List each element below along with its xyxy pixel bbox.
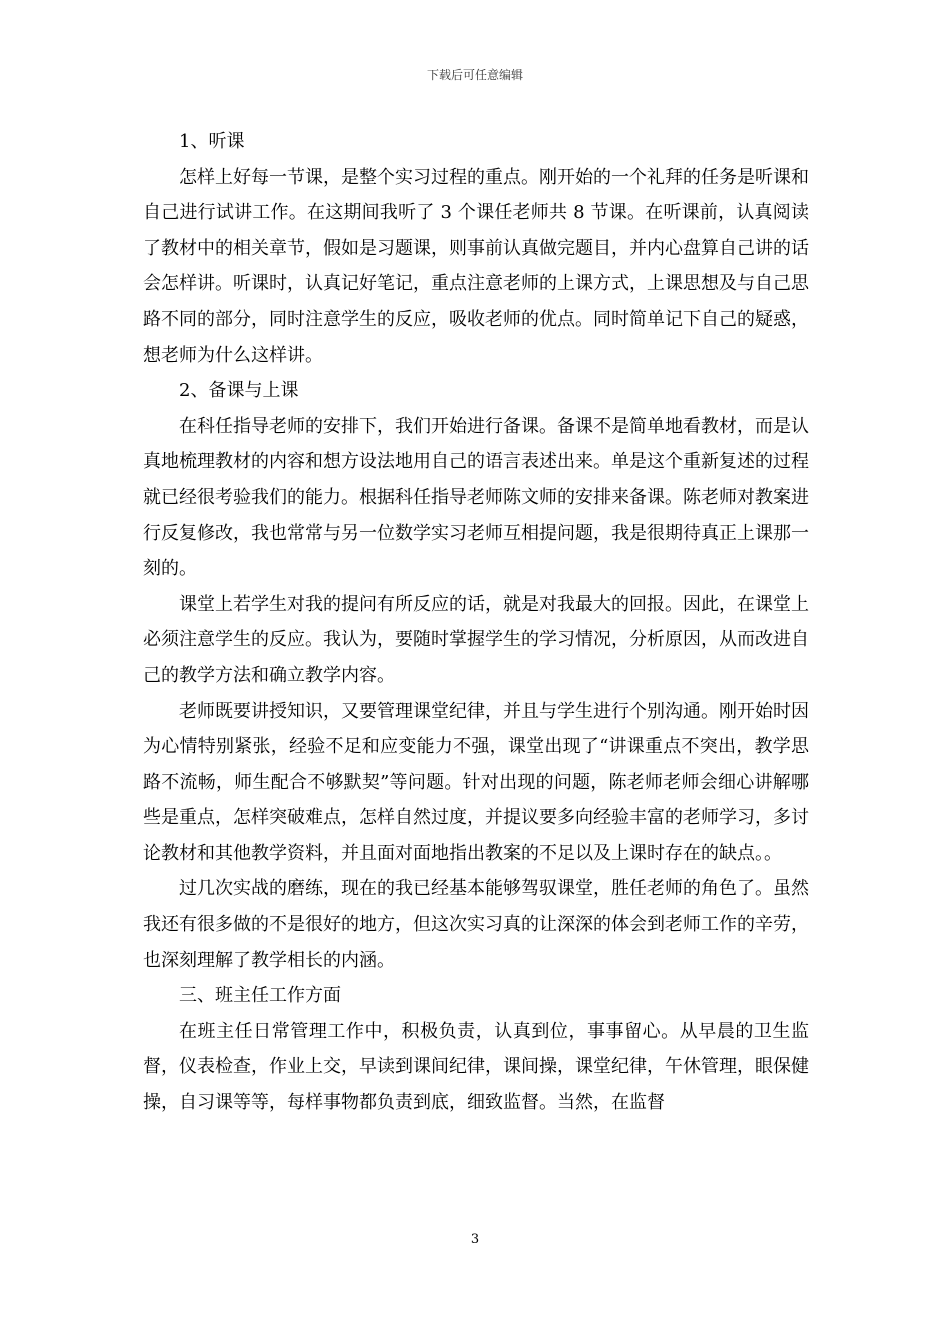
- paragraph-preparation: 在科任指导老师的安排下，我们开始进行备课。备课不是简单地看教材，而是认真地梳理教材的内容和想方设法地用自己的语言表述出来。单是这个重新复述的过程就已经很考验我们的能力。根据科任指导老师陈文师的安排来备课。陈老师对教案进行反复修改，我也常常与另一位数学实习老师互相提问题，我是很期待真正上课那一刻的。: [143, 415, 809, 580]
- heading-preparation: 2、备课与上课: [179, 380, 299, 402]
- paragraph-listening: 怎样上好每一节课，是整个实习过程的重点。刚开始的一个礼拜的任务是听课和自己进行试讲工作。在这期间我听了 3 个课任老师共 8 节课。在听课前，认真阅读了教材中的相关章节，假如是习题课，则事前认真做完题目，并内心盘算自己讲的话会怎样讲。听课时，认真记好笔记，重点注意老师的上课方式，上课思想及与自己思路不同的部分，同时注意学生的反应，吸收老师的优点。同时简单记下自己的疑惑，想老师为什么这样讲。: [143, 166, 809, 366]
- paragraph-classroom-response: 课堂上若学生对我的提问有所反应的话，就是对我最大的回报。因此，在课堂上必须注意学生的反应。我认为，要随时掌握学生的学习情况，分析原因，从而改进自己的教学方法和确立教学内容。: [143, 593, 809, 686]
- heading-head-teacher: 三、班主任工作方面: [179, 985, 341, 1007]
- paragraph-teaching-challenges: 老师既要讲授知识，又要管理课堂纪律，并且与学生进行个别沟通。刚开始时因为心情特别紧张，经验不足和应变能力不强，课堂出现了“讲课重点不突出，教学思路不流畅，师生配合不够默契”等问题。针对出现的问题，陈老师老师会细心讲解哪些是重点，怎样突破难点，怎样自然过度，并提议要多向经验丰富的老师学习，多讨论教材和其他教学资料，并且面对面地指出教案的不足以及上课时存在的缺点。。: [143, 700, 809, 864]
- paragraph-growth: 过几次实战的磨练，现在的我已经基本能够驾驭课堂，胜任老师的角色了。虽然我还有很多做的不是很好的地方，但这次实习真的让深深的体会到老师工作的辛劳，也深刻理解了教学相长的内涵。: [143, 878, 809, 971]
- page-number: 3: [470, 1232, 480, 1247]
- document-body: [143, 124, 809, 1121]
- paragraph-head-teacher: 在班主任日常管理工作中，积极负责，认真到位，事事留心。从早晨的卫生监督，仪表检查，作业上交，早读到课间纪律，课间操，课堂纪律，午休管理，眼保健操，自习课等等，每样事物都负责到底，细致监督。当然，在监督: [143, 1020, 809, 1114]
- page-header: 下载后可任意编辑: [426, 68, 523, 82]
- heading-listening: 1、听课: [179, 131, 245, 152]
